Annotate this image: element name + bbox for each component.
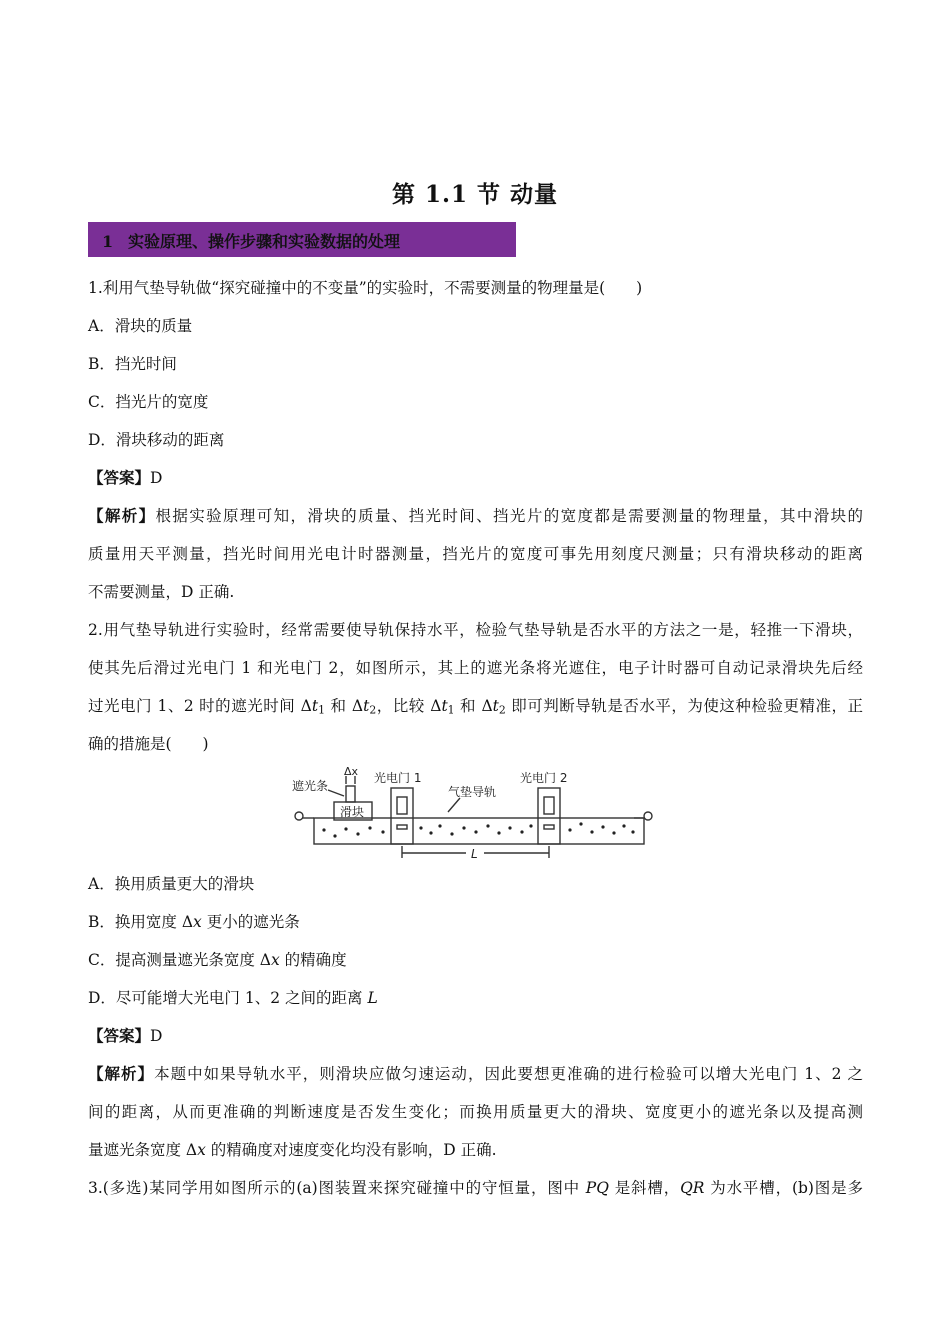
q1-stem: 1.利用气垫导轨做“探究碰撞中的不变量”的实验时，不需要测量的物理量是( ) bbox=[88, 279, 643, 297]
section-header bbox=[88, 222, 516, 257]
air-track bbox=[314, 818, 644, 844]
option-text: 更小的遮光条 bbox=[201, 913, 300, 931]
option-text: B．换用宽度 Δ bbox=[88, 913, 194, 931]
answer-label: 【答案】 bbox=[88, 468, 151, 487]
var-x: x bbox=[270, 951, 280, 969]
var-L: L bbox=[367, 989, 378, 1007]
var-x: x bbox=[193, 913, 202, 931]
analysis-text: 根据实验原理可知，滑块的质量、挡光时间、挡光片的宽度都是需要测量的物理量，其中滑块的 bbox=[155, 507, 863, 525]
var-t: t bbox=[441, 697, 448, 715]
q2-option-a: A．换用质量更大的滑块 bbox=[88, 875, 255, 893]
q3-text-part: 为水平槽，(b)图是多 bbox=[704, 1179, 863, 1197]
var-t: t bbox=[492, 697, 499, 715]
q2-stem-line-4: 确的措施是( ) bbox=[88, 735, 209, 753]
q2-text-part: 和 Δ bbox=[325, 697, 364, 715]
q2-text-part: 和 Δ bbox=[454, 697, 493, 715]
air-track-figure bbox=[288, 766, 658, 862]
q2-text-part: 即可判断导轨是否水平，为使这种检验更精准，正 bbox=[505, 697, 863, 715]
q2-stem-line-2: 使其先后滑过光电门 1 和光电门 2，如图所示，其上的遮光条将光遮住，电子计时器可自动记录滑块先后经 bbox=[88, 659, 863, 677]
right-end-knob bbox=[644, 812, 652, 820]
q1-analysis-line-1 bbox=[88, 504, 863, 526]
subscript-1: 1 bbox=[447, 703, 455, 717]
analysis-label: 【解析】 bbox=[88, 1064, 155, 1083]
q2-option-d bbox=[88, 986, 863, 1008]
subscript-2: 2 bbox=[498, 703, 506, 717]
section-number: 1 bbox=[102, 232, 114, 251]
answer-value: D bbox=[150, 469, 163, 487]
q2-text-part: 过光电门 1、2 时的遮光时间 Δ bbox=[88, 697, 312, 715]
q3-text-part: 3.(多选)某同学用如图所示的(a)图装置来探究碰撞中的守恒量，图中 bbox=[88, 1179, 586, 1197]
label-L: L bbox=[471, 847, 478, 861]
q2-analysis-line-1 bbox=[88, 1062, 863, 1084]
q1-analysis-line-2: 质量用天平测量，挡光时间用光电计时器测量，挡光片的宽度可事先用刻度尺测量；只有滑块移动的距离 bbox=[88, 545, 863, 563]
left-end-knob bbox=[295, 812, 303, 820]
label-dx: Δx bbox=[344, 766, 359, 778]
section-label: 实验原理、操作步骤和实验数据的处理 bbox=[128, 232, 401, 251]
var-x: x bbox=[197, 1141, 206, 1159]
var-QR: QR bbox=[680, 1179, 705, 1197]
option-text: 的精确度 bbox=[279, 951, 347, 969]
q2-option-b bbox=[88, 910, 863, 932]
var-PQ: PQ bbox=[585, 1179, 609, 1197]
var-t: t bbox=[311, 697, 319, 715]
option-text: D．尽可能增大光电门 1、2 之间的距离 bbox=[88, 989, 368, 1007]
q2-stem-line-1: 2.用气垫导轨进行实验时，经常需要使导轨保持水平，检验气垫导轨是否水平的方法之一是，轻推一下滑块， bbox=[88, 621, 863, 639]
q2-stem-line-3 bbox=[88, 694, 863, 717]
answer-value: D bbox=[150, 1027, 163, 1045]
label-slider: 滑块 bbox=[340, 805, 365, 819]
q3-stem-line-1 bbox=[88, 1176, 863, 1198]
analysis-label: 【解析】 bbox=[88, 506, 156, 525]
option-text: C．提高测量遮光条宽度 Δ bbox=[88, 951, 271, 969]
label-strip: 遮光条 bbox=[292, 779, 329, 793]
label-gate-1: 光电门 1 bbox=[374, 771, 422, 785]
q1-option-b: B．挡光时间 bbox=[88, 355, 177, 373]
var-t: t bbox=[363, 697, 370, 715]
q1-option-a: A．滑块的质量 bbox=[88, 317, 193, 335]
answer-label: 【答案】 bbox=[88, 1026, 151, 1045]
page-title: 第 1.1 节 动量 bbox=[391, 181, 559, 208]
q2-text-part: ，比较 Δ bbox=[376, 697, 442, 715]
label-track: 气垫导轨 bbox=[448, 785, 497, 799]
analysis-text: 本题中如果导轨水平，则滑块应做匀速运动，因此要想更准确的进行检验可以增大光电门 1、2 之 bbox=[154, 1065, 863, 1083]
q1-analysis-line-3: 不需要测量，D 正确. bbox=[88, 583, 235, 601]
q2-option-c bbox=[88, 948, 863, 970]
subscript-2: 2 bbox=[369, 703, 377, 717]
subscript-1: 1 bbox=[318, 703, 326, 717]
q1-answer bbox=[88, 466, 863, 488]
q3-text-part: 是斜槽， bbox=[608, 1179, 681, 1197]
analysis-text: 量遮光条宽度 Δ bbox=[88, 1141, 198, 1159]
label-gate-2: 光电门 2 bbox=[520, 771, 568, 785]
q1-option-d: D．滑块移动的距离 bbox=[88, 431, 225, 449]
q1-option-c: C．挡光片的宽度 bbox=[88, 393, 209, 411]
q2-analysis-line-3 bbox=[88, 1138, 863, 1160]
q2-answer bbox=[88, 1024, 863, 1046]
analysis-text: 的精确度对速度变化均没有影响，D 正确. bbox=[205, 1141, 497, 1159]
light-blocking-strip bbox=[346, 786, 355, 802]
q2-analysis-line-2: 间的距离，从而更准确的判断速度是否发生变化；而换用质量更大的滑块、宽度更小的遮光条以及提高测 bbox=[88, 1103, 863, 1121]
